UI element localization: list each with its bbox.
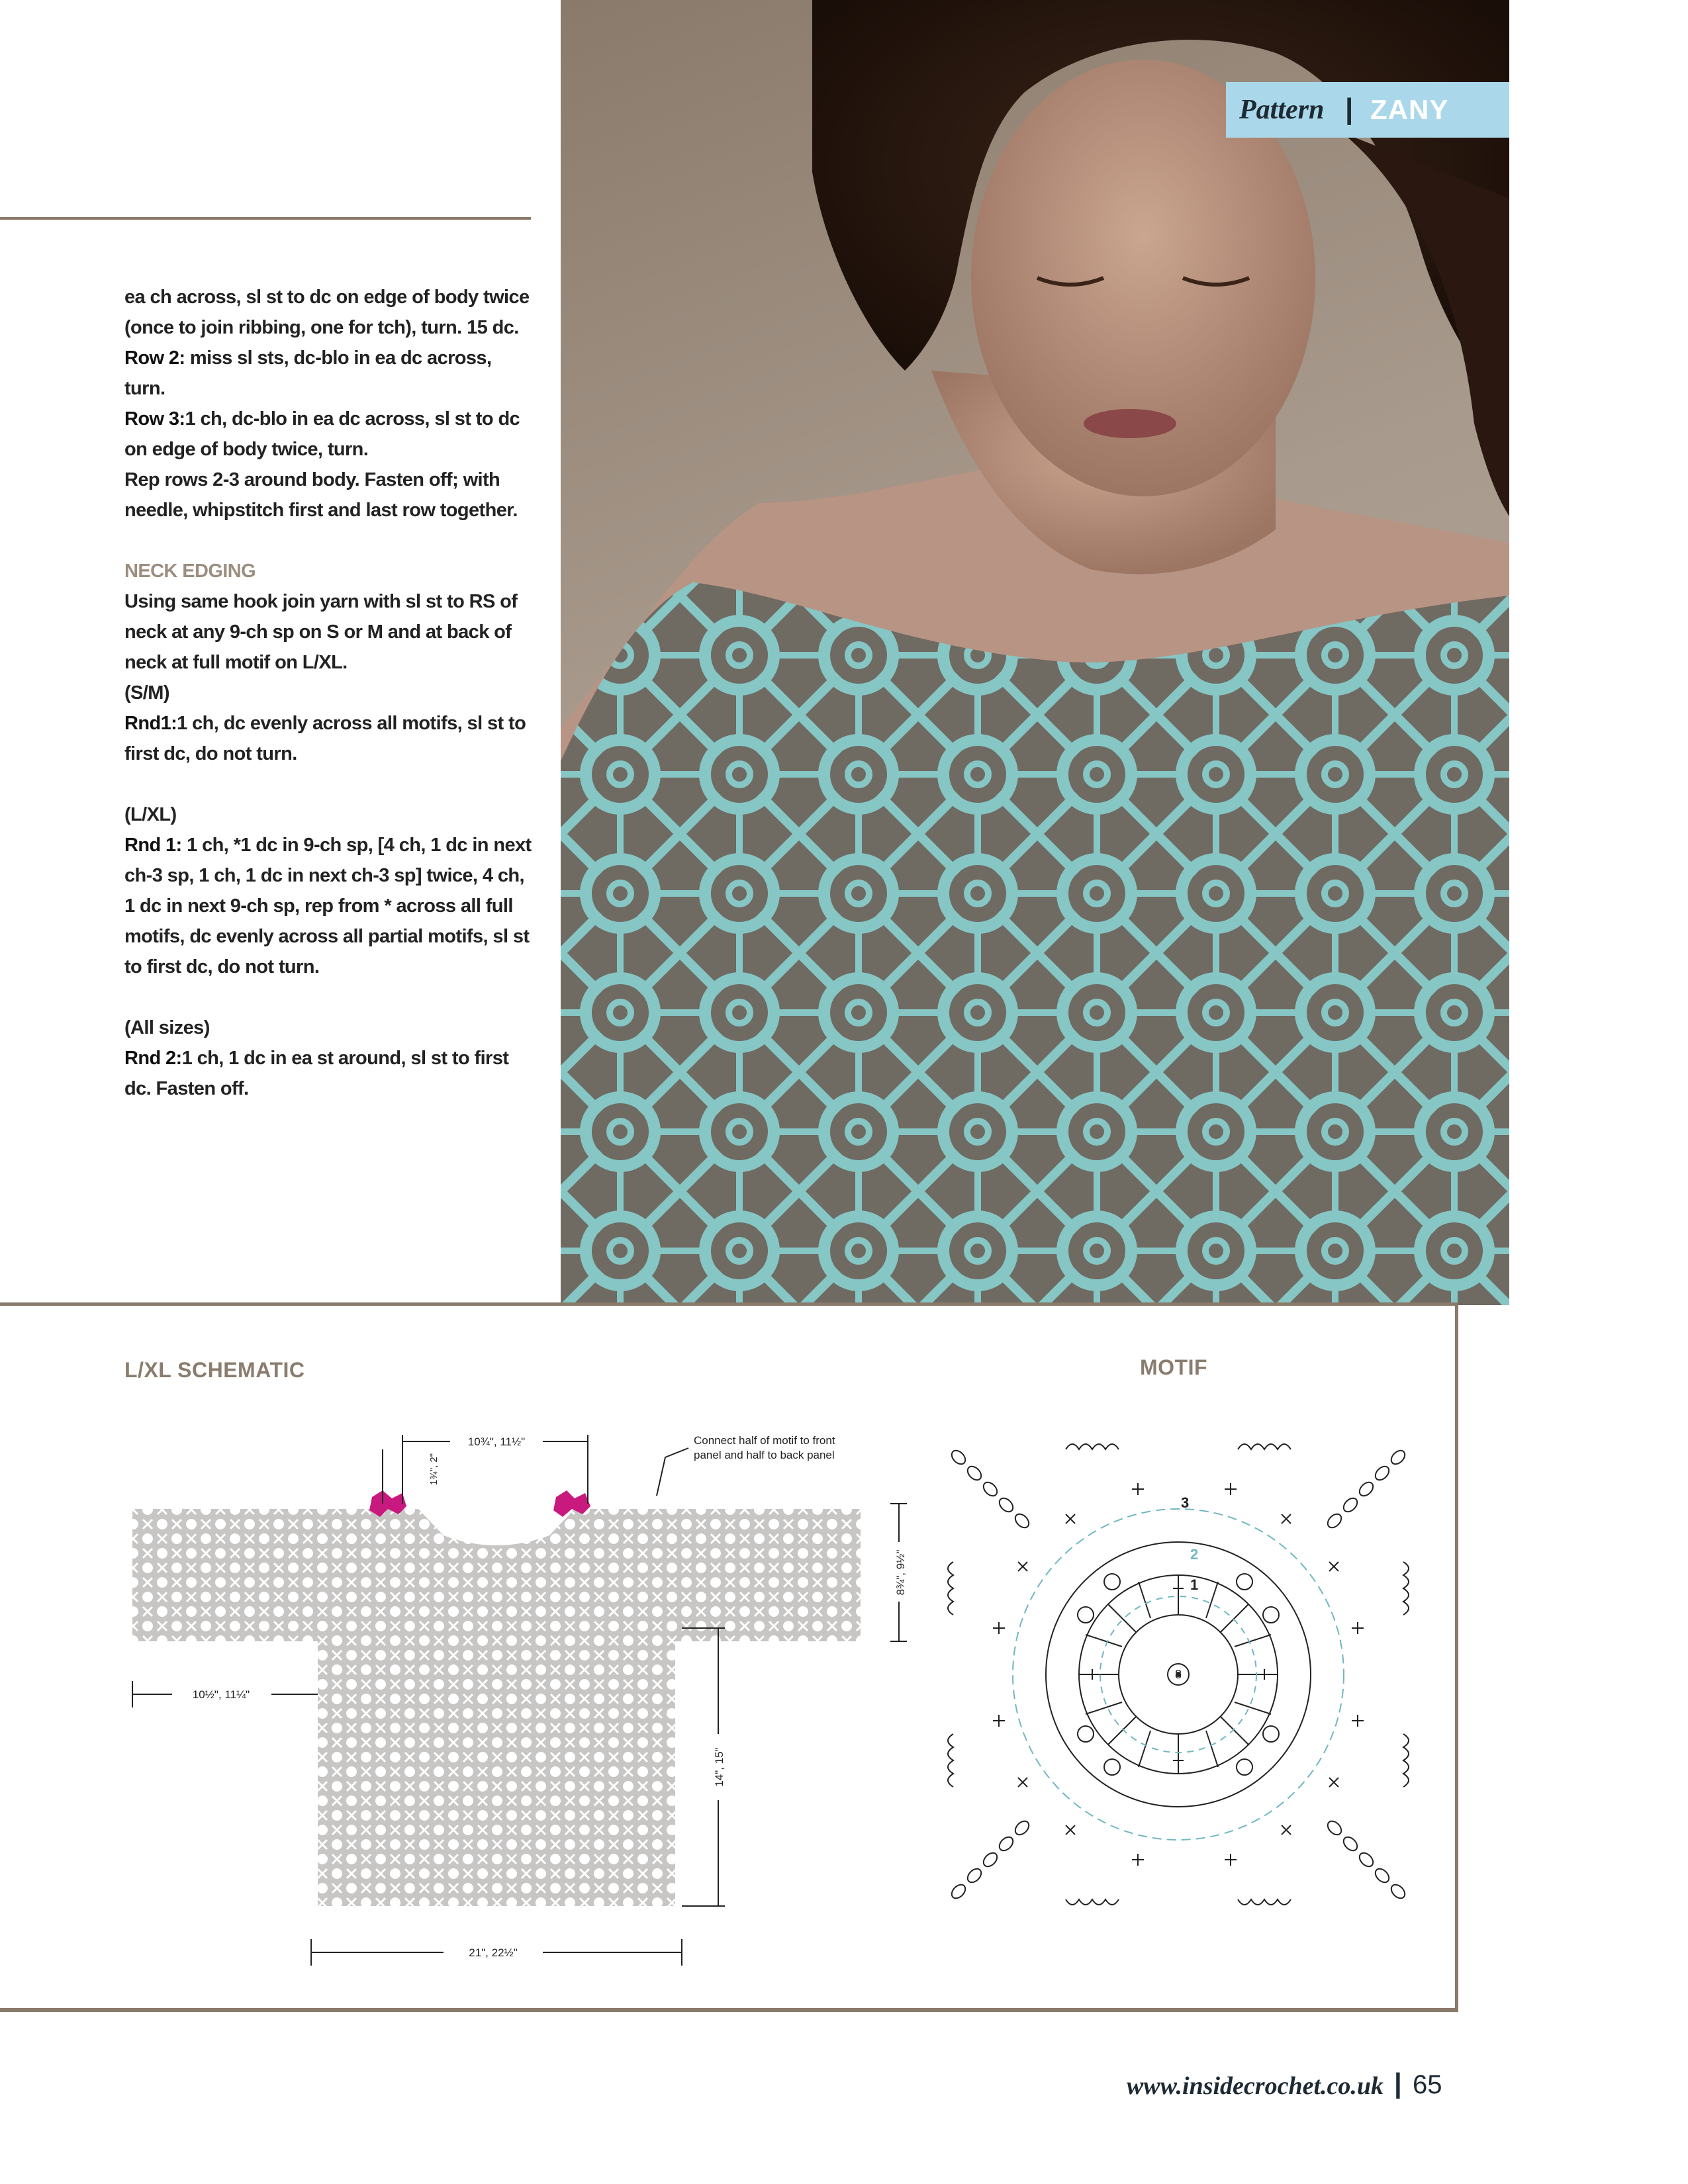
motif-arm xyxy=(1325,1819,1407,1901)
panel-right-rule xyxy=(1455,1302,1458,2012)
top-rule xyxy=(0,217,531,220)
dim-neck-depth: 1¾", 2" xyxy=(428,1453,440,1486)
motif-round-1-label: 1 xyxy=(1190,1576,1199,1593)
panel-bottom-rule xyxy=(0,2008,1458,2012)
model-photo xyxy=(561,0,1509,1305)
motif-arm xyxy=(1325,1448,1407,1530)
rnd2: Rnd 2:1 ch, 1 dc in ea st around, sl st to first dc. Fasten off. xyxy=(124,1048,509,1099)
sm-rnd1: Rnd1:1 ch, dc evenly across all motifs, sl st to first dc, do not turn. xyxy=(124,713,526,764)
dim-body-width: 21", 22½" xyxy=(469,1946,518,1959)
tag-title: ZANY xyxy=(1370,94,1449,125)
lxl-rnd1: Rnd 1: 1 ch, *1 dc in 9-ch sp, [4 ch, 1 dc in next ch-3 sp, 1 ch, 1 dc in next ch-3 sp] twice, 4 ch, 1 dc in next 9-ch sp, rep from * across all full motifs, dc evenly across all partial motifs, sl st to first dc, do not turn. xyxy=(124,835,532,978)
dim-sleeve-length: 10½", 11¼" xyxy=(192,1688,250,1701)
dim-body-length: 14", 15" xyxy=(713,1747,726,1787)
section-tag xyxy=(1226,82,1509,138)
neck-edging-heading: NECK EDGING xyxy=(124,561,256,582)
instruction-line: Row 3:1 ch, dc-blo in ea dc across, sl st to dc on edge of body twice, turn. xyxy=(124,408,520,460)
instruction-line: Row 2: miss sl sts, dc-blo in ea dc across, turn. xyxy=(124,347,492,399)
schematic-note: Connect half of motif to front panel and half to back panel xyxy=(694,1434,835,1461)
tag-separator: | xyxy=(1345,93,1354,125)
dim-neck-width: 10¾", 11½" xyxy=(467,1435,526,1448)
panel-top-rule xyxy=(0,1302,1458,1306)
motif-title: MOTIF xyxy=(1140,1355,1208,1379)
instruction-line: ea ch across, sl st to dc on edge of body twice (once to join ribbing, one for tch), turn. 15 dc. xyxy=(124,287,530,338)
tag-pattern-label: Pattern xyxy=(1239,95,1325,125)
motif-arm xyxy=(949,1819,1031,1901)
neck-edging-intro: Using same hook join yarn with sl st to RS of neck at any 9-ch sp on S or M and at back of neck at full motif on L/XL. xyxy=(124,591,518,673)
schematic-diagram xyxy=(126,1430,920,2005)
motif-round-3-label: 3 xyxy=(1181,1494,1190,1511)
size-label-all: (All sizes) xyxy=(124,1017,210,1038)
motif-center-label: 8 xyxy=(1174,1668,1182,1681)
model-photo-illustration xyxy=(561,0,1509,1305)
footer-separator: | xyxy=(1394,2068,1402,2099)
page-number: 65 xyxy=(1413,2070,1442,2099)
schematic-title: L/XL SCHEMATIC xyxy=(124,1358,305,1382)
instruction-line: Rep rows 2-3 around body. Fasten off; with needle, whipstitch first and last row together. xyxy=(124,469,518,521)
motif-arm xyxy=(949,1448,1031,1530)
size-label-sm: (S/M) xyxy=(124,682,169,704)
size-label-lxl: (L/XL) xyxy=(124,804,177,825)
dim-sleeve-height: 8¾", 9½" xyxy=(894,1549,907,1596)
instructions-column xyxy=(124,282,535,1104)
schematic-body xyxy=(318,1628,675,1906)
motif-chart xyxy=(940,1436,1417,1913)
motif-round-2-label: 2 xyxy=(1190,1546,1199,1563)
footer-url: www.insidecrochet.co.uk xyxy=(1126,2072,1383,2100)
